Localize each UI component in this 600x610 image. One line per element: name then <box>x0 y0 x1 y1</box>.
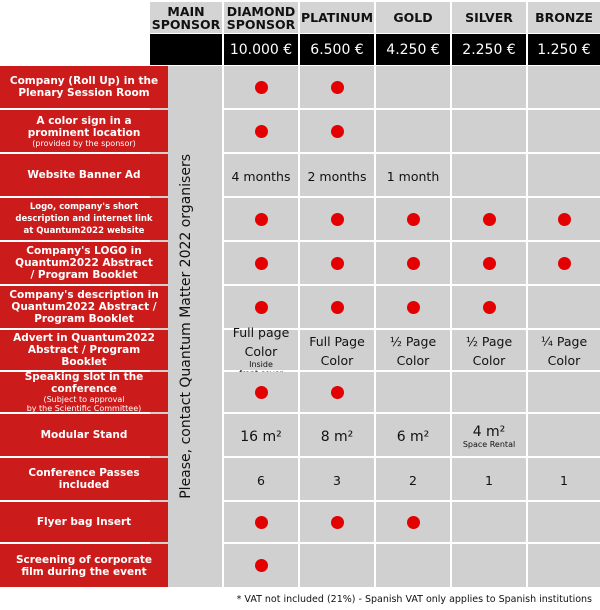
cell-diamond-row-9 <box>224 414 298 456</box>
row-label-text: Modular Stand <box>40 429 128 441</box>
included-dot-icon <box>483 301 496 314</box>
row-label-4 <box>0 198 168 240</box>
included-dot-icon <box>331 516 344 529</box>
cell-bronze-row-7 <box>528 330 600 370</box>
row-label-12 <box>0 544 168 587</box>
cell-subnote: Space Rental <box>462 440 516 449</box>
cell-silver-row-1 <box>452 66 526 108</box>
cell-diamond-row-10 <box>224 458 298 500</box>
tier-header-silver: SILVER <box>452 2 526 33</box>
cell-platinum-row-1 <box>300 66 374 108</box>
included-dot-icon <box>331 386 344 399</box>
cell-silver-row-5 <box>452 242 526 284</box>
cell-bronze-row-2 <box>528 110 600 152</box>
vat-footnote: * VAT not included (21%) - Spanish VAT only applies to Spanish institutions <box>236 594 592 605</box>
cell-platinum-row-9 <box>300 414 374 456</box>
row-label-11 <box>0 502 168 542</box>
included-dot-icon <box>407 213 420 226</box>
cell-platinum-row-11 <box>300 502 374 542</box>
row-label-text: Flyer bag Insert <box>36 516 132 528</box>
row-label-note: (Subject to approval by the Scientific Committee) <box>26 395 142 413</box>
tier-header-gold: GOLD <box>376 2 450 33</box>
main-sponsor-contact-text: Please, contact Quantum Matter 2022 organisers <box>178 154 194 499</box>
cell-diamond-row-3 <box>224 154 298 196</box>
row-label-text: Website Banner Ad <box>27 169 141 181</box>
row-label-3 <box>0 154 168 196</box>
cell-silver-row-8 <box>452 372 526 412</box>
cell-gold-row-7 <box>376 330 450 370</box>
cell-diamond-row-4 <box>224 198 298 240</box>
included-dot-icon <box>331 257 344 270</box>
cell-gold-row-11 <box>376 502 450 542</box>
cell-diamond-row-7 <box>224 325 298 370</box>
cell-bronze-row-10 <box>528 458 600 500</box>
cell-bronze-row-1 <box>528 66 600 108</box>
included-dot-icon <box>255 125 268 138</box>
row-label-text: Advert in Quantum2022 Abstract / Program Booklet <box>13 332 155 368</box>
price-main <box>150 34 222 65</box>
included-dot-icon <box>331 81 344 94</box>
cell-gold-row-8 <box>376 372 450 412</box>
cell-value: 1 month <box>386 168 440 184</box>
cell-value: 2 months <box>307 168 367 184</box>
cell-silver-row-3 <box>452 154 526 196</box>
cell-diamond-row-11 <box>224 502 298 542</box>
cell-platinum-row-7 <box>300 330 374 370</box>
cell-silver-row-10 <box>452 458 526 500</box>
cell-silver-row-7 <box>452 330 526 370</box>
cell-value: Full page Color <box>232 325 290 359</box>
cell-platinum-row-4 <box>300 198 374 240</box>
included-dot-icon <box>407 257 420 270</box>
cell-value: 6 <box>257 472 265 488</box>
price-silver: 2.250 € <box>452 34 526 65</box>
included-dot-icon <box>407 516 420 529</box>
cell-value: 4 months <box>231 168 291 184</box>
cell-bronze-row-3 <box>528 154 600 196</box>
cell-platinum-row-2 <box>300 110 374 152</box>
cell-gold-row-9 <box>376 414 450 456</box>
cell-value: ¼ Page Color <box>540 334 588 368</box>
cell-value: 6 m² <box>396 428 430 445</box>
cell-diamond-row-5 <box>224 242 298 284</box>
cell-value: 4 m² <box>472 424 506 440</box>
included-dot-icon <box>255 516 268 529</box>
row-label-text: A color sign in a prominent location <box>27 114 141 139</box>
included-dot-icon <box>331 213 344 226</box>
row-label-8 <box>0 372 168 412</box>
cell-diamond-row-1 <box>224 66 298 108</box>
row-label-text: Company (Roll Up) in the Plenary Session Room <box>9 75 159 99</box>
included-dot-icon <box>255 386 268 399</box>
included-dot-icon <box>483 257 496 270</box>
cell-value: ½ Page Color <box>465 334 513 368</box>
cell-gold-row-3 <box>376 154 450 196</box>
cell-silver-row-9 <box>452 414 526 456</box>
cell-value: 1 <box>560 472 568 488</box>
cell-gold-row-1 <box>376 66 450 108</box>
cell-subnote: Inside <box>249 360 273 369</box>
cell-silver-row-4 <box>452 198 526 240</box>
cell-bronze-row-12 <box>528 544 600 587</box>
row-label-text: Logo, company's short description and internet link at Quantum2022 website <box>15 202 153 236</box>
row-label-7 <box>0 330 168 370</box>
price-platinum: 6.500 € <box>300 34 374 65</box>
included-dot-icon <box>331 125 344 138</box>
price-gold: 4.250 € <box>376 34 450 65</box>
row-label-9 <box>0 414 168 456</box>
cell-platinum-row-5 <box>300 242 374 284</box>
row-label-10 <box>0 458 168 500</box>
cell-bronze-row-4 <box>528 198 600 240</box>
included-dot-icon <box>255 257 268 270</box>
row-label-text: Conference Passes included <box>28 467 140 491</box>
row-label-note: (provided by the sponsor) <box>32 138 136 148</box>
cell-bronze-row-5 <box>528 242 600 284</box>
included-dot-icon <box>558 213 571 226</box>
cell-value: 1 <box>485 472 493 488</box>
row-label-2 <box>0 110 168 152</box>
cell-gold-row-4 <box>376 198 450 240</box>
cell-value: Full Page Color <box>309 334 365 368</box>
cell-bronze-row-8 <box>528 372 600 412</box>
included-dot-icon <box>558 257 571 270</box>
cell-platinum-row-6 <box>300 286 374 328</box>
included-dot-icon <box>255 559 268 572</box>
tier-header-platinum: PLATINUM <box>300 2 374 33</box>
cell-silver-row-6 <box>452 286 526 328</box>
included-dot-icon <box>255 301 268 314</box>
tier-header-bronze: BRONZE <box>528 2 600 33</box>
row-label-1 <box>0 66 168 108</box>
cell-value: 3 <box>333 472 341 488</box>
cell-platinum-row-10 <box>300 458 374 500</box>
included-dot-icon <box>483 213 496 226</box>
cell-bronze-row-6 <box>528 286 600 328</box>
cell-silver-row-11 <box>452 502 526 542</box>
cell-value: 8 m² <box>320 428 354 445</box>
price-bronze: 1.250 € <box>528 34 600 65</box>
tier-header-main: MAIN SPONSOR <box>151 3 221 32</box>
cell-diamond-row-12 <box>224 544 298 587</box>
cell-gold-row-6 <box>376 286 450 328</box>
row-label-5 <box>0 242 168 284</box>
included-dot-icon <box>255 213 268 226</box>
cell-diamond-row-2 <box>224 110 298 152</box>
cell-silver-row-2 <box>452 110 526 152</box>
cell-gold-row-10 <box>376 458 450 500</box>
cell-value: 2 <box>409 472 417 488</box>
tier-header-diamond: DIAMOND SPONSOR <box>224 2 298 33</box>
cell-bronze-row-11 <box>528 502 600 542</box>
row-label-text: Company's description in Quantum2022 Abstract / Program Booklet <box>9 289 159 325</box>
included-dot-icon <box>331 301 344 314</box>
cell-platinum-row-3 <box>300 154 374 196</box>
cell-bronze-row-9 <box>528 414 600 456</box>
cell-platinum-row-8 <box>300 372 374 412</box>
cell-gold-row-2 <box>376 110 450 152</box>
included-dot-icon <box>407 301 420 314</box>
cell-silver-row-12 <box>452 544 526 587</box>
cell-gold-row-5 <box>376 242 450 284</box>
cell-value: ½ Page Color <box>389 334 437 368</box>
row-label-text: Speaking slot in the conference <box>24 371 144 395</box>
price-diamond: 10.000 € <box>224 34 298 65</box>
cell-gold-row-12 <box>376 544 450 587</box>
included-dot-icon <box>255 81 268 94</box>
row-label-text: Company's LOGO in Quantum2022 Abstract / Program Booklet <box>15 245 153 281</box>
row-label-6 <box>0 286 168 328</box>
row-label-text: Screening of corporate film during the event <box>15 553 153 578</box>
cell-diamond-row-8 <box>224 372 298 412</box>
cell-platinum-row-12 <box>300 544 374 587</box>
cell-value: 16 m² <box>240 428 282 445</box>
